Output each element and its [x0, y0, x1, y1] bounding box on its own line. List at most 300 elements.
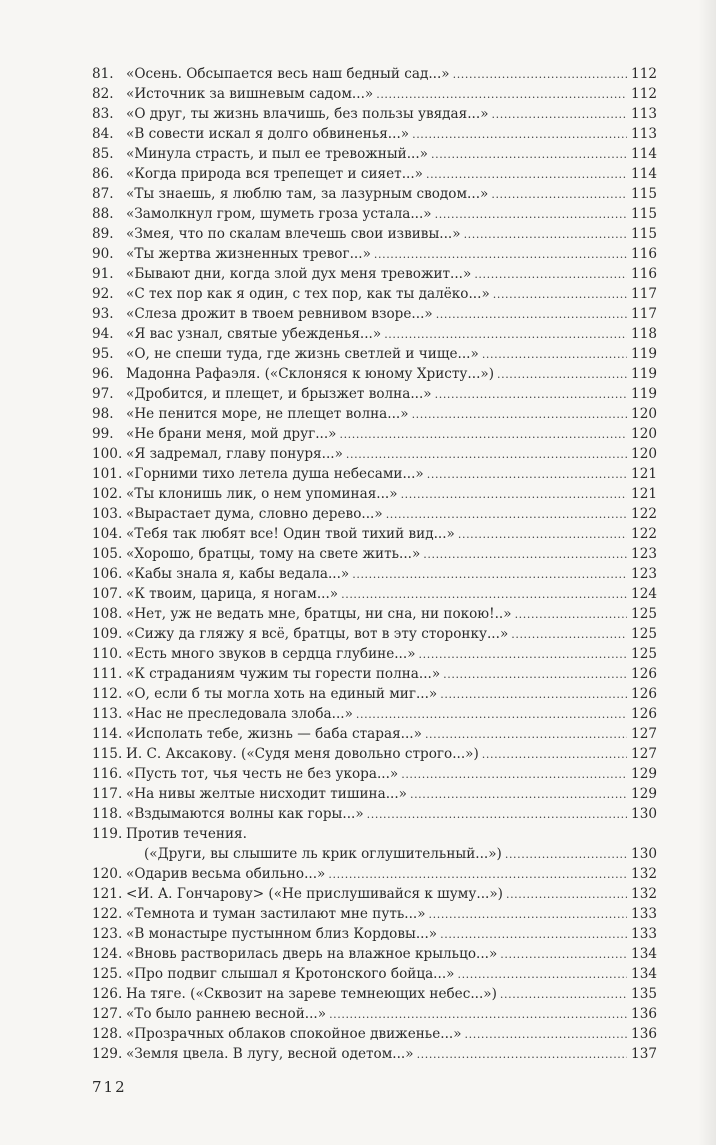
toc-entry	[92, 604, 657, 624]
entry-number: 90.	[92, 246, 114, 262]
entry-body	[126, 464, 657, 485]
entry-body	[126, 324, 657, 345]
entry-page: 116	[631, 266, 657, 282]
entry-body	[126, 284, 657, 305]
entry-body	[126, 344, 657, 365]
entry-page: 117	[631, 286, 657, 302]
toc-entry	[92, 64, 657, 84]
entry-body	[144, 844, 657, 865]
entry-body	[126, 624, 657, 645]
entry-page: 113	[631, 126, 657, 142]
toc-entry	[92, 1004, 657, 1024]
entry-title: «Не брани меня, мой друг...»	[126, 426, 337, 442]
entry-page: 126	[631, 666, 657, 682]
dot-leader	[423, 545, 627, 565]
entry-page: 130	[631, 806, 657, 822]
entry-number: 117.	[92, 786, 123, 802]
dot-leader	[386, 505, 627, 525]
entry-title: «Вырастает дума, словно дерево...»	[126, 506, 383, 522]
entry-title: «То было раннею весной...»	[126, 1006, 327, 1022]
entry-body	[126, 264, 657, 285]
entry-number: 94.	[92, 326, 114, 342]
entry-title: «О друг, ты жизнь влачишь, без пользы увядая...»	[126, 106, 489, 122]
entry-title: «Нет, уж не ведать мне, братцы, ни сна, ни покою!..»	[126, 606, 512, 622]
entry-number: 102.	[92, 486, 123, 502]
entry-title: «Вздымаются волны как горы...»	[126, 806, 364, 822]
entry-page: 127	[631, 746, 657, 762]
entry-number: 95.	[92, 346, 114, 362]
toc-entry	[92, 404, 657, 424]
toc-entry	[92, 764, 657, 784]
entry-body	[126, 944, 657, 965]
entry-page: 115	[631, 206, 657, 222]
entry-page: 134	[631, 946, 657, 962]
toc-entry	[92, 664, 657, 684]
entry-page: 113	[631, 106, 657, 122]
dot-leader	[410, 785, 627, 805]
entry-page: 118	[631, 326, 657, 342]
entry-page: 120	[631, 406, 657, 422]
entry-body	[126, 524, 657, 545]
entry-body	[126, 504, 657, 525]
entry-body	[126, 304, 657, 325]
toc-entry	[92, 964, 657, 984]
entry-page: 112	[631, 66, 657, 82]
entry-page: 134	[631, 966, 657, 982]
toc-entry	[92, 484, 657, 504]
entry-body	[126, 364, 657, 385]
entry-title: «К страданиям чужим ты горести полна...»	[126, 666, 441, 682]
dot-leader	[419, 645, 628, 665]
entry-title: «Не пенится море, не плещет волна...»	[126, 406, 409, 422]
dot-leader	[426, 165, 627, 185]
toc-entry	[92, 304, 657, 324]
dot-leader	[367, 805, 627, 825]
entry-page: 133	[631, 906, 657, 922]
entry-page: 132	[631, 886, 657, 902]
entry-page: 122	[631, 506, 657, 522]
dot-leader	[500, 945, 627, 965]
entry-number: 82.	[92, 86, 114, 102]
entry-body	[126, 224, 657, 245]
entry-number: 93.	[92, 306, 114, 322]
entry-body	[126, 684, 657, 705]
entry-number: 110.	[92, 646, 123, 662]
entry-body	[126, 984, 657, 1005]
entry-number: 113.	[92, 706, 123, 722]
dot-leader	[453, 65, 627, 85]
entry-body	[126, 104, 657, 125]
entry-body	[126, 1004, 657, 1025]
dot-leader	[425, 725, 627, 745]
dot-leader	[491, 185, 627, 205]
dot-leader	[482, 345, 627, 365]
entry-body	[126, 584, 657, 605]
entry-body	[126, 724, 657, 745]
entry-page: 119	[631, 386, 657, 402]
entry-title: «О, не спеши туда, где жизнь светлей и чище...»	[126, 346, 479, 362]
entry-body	[126, 144, 657, 165]
entry-number: 91.	[92, 266, 114, 282]
entry-number: 118.	[92, 806, 123, 822]
entry-title: «На нивы желтые нисходит тишина...»	[126, 786, 407, 802]
entry-number: 115.	[92, 746, 123, 762]
dot-leader	[465, 1025, 628, 1045]
entry-page: 112	[631, 86, 657, 102]
dot-leader	[440, 685, 627, 705]
entry-number: 106.	[92, 566, 123, 582]
page-edge-shadow	[698, 0, 716, 1145]
entry-number: 99.	[92, 426, 114, 442]
entry-title: «С тех пор как я один, с тех пор, как ты далёко...»	[126, 286, 490, 302]
toc-entry	[92, 864, 657, 884]
toc-entry	[92, 944, 657, 964]
entry-title: «Одарив весьма обильно...»	[126, 866, 326, 882]
entry-title: «Хорошо, братцы, тому на свете жить...»	[126, 546, 421, 562]
entry-page: 125	[631, 646, 657, 662]
entry-page: 127	[631, 726, 657, 742]
entry-title: «В монастыре пустынном близ Кордовы...»	[126, 926, 438, 942]
entry-number: 119.	[92, 826, 123, 842]
dot-leader	[384, 325, 627, 345]
toc-entry	[92, 524, 657, 544]
entry-page: 136	[631, 1026, 657, 1042]
entry-number: 105.	[92, 546, 123, 562]
entry-title: «Про подвиг слышал я Кротонского бойца...»	[126, 966, 455, 982]
dot-leader	[457, 965, 627, 985]
entry-page: 119	[631, 366, 657, 382]
dot-leader	[440, 925, 627, 945]
entry-title: «К твоим, царица, я ногам...»	[126, 586, 339, 602]
toc-entry	[92, 584, 657, 604]
entry-page: 130	[631, 846, 657, 862]
entry-body	[126, 644, 657, 665]
toc-entry	[92, 564, 657, 584]
dot-leader	[464, 225, 627, 245]
entry-body	[126, 184, 657, 205]
entry-number: 112.	[92, 686, 123, 702]
entry-title: «Пусть тот, чья честь не без укора...»	[126, 766, 399, 782]
entry-page: 126	[631, 706, 657, 722]
entry-number: 81.	[92, 66, 114, 82]
dot-leader	[435, 385, 627, 405]
toc-entry	[92, 244, 657, 264]
entry-page: 122	[631, 526, 657, 542]
entry-page: 114	[631, 166, 657, 182]
entry-number: 121.	[92, 886, 123, 902]
entry-page: 116	[631, 246, 657, 262]
toc-entry	[92, 824, 657, 844]
dot-leader	[474, 265, 627, 285]
toc-entry	[92, 84, 657, 104]
entry-title: «Я вас узнал, святые убежденья...»	[126, 326, 382, 342]
entry-body	[126, 804, 657, 825]
entry-number: 127.	[92, 1006, 123, 1022]
toc-entry	[92, 884, 657, 904]
entry-number: 96.	[92, 366, 114, 382]
entry-body	[126, 124, 657, 145]
entry-title: «Нас не преследовала злоба...»	[126, 706, 353, 722]
entry-page: 137	[631, 1046, 657, 1062]
table-of-contents	[92, 64, 657, 1064]
dot-leader	[352, 565, 627, 585]
toc-entry	[92, 164, 657, 184]
dot-leader	[412, 405, 627, 425]
toc-entry	[92, 344, 657, 364]
entry-body	[126, 764, 657, 785]
toc-entry	[92, 184, 657, 204]
dot-leader	[429, 905, 628, 925]
entry-number: 116.	[92, 766, 123, 782]
entry-title: Против течения.	[126, 826, 247, 842]
entry-title: «Слеза дрожит в твоем ревнивом взоре...»	[126, 306, 433, 322]
entry-title: «Тебя так любят все! Один твой тихий вид...»	[126, 526, 455, 542]
dot-leader	[443, 665, 627, 685]
entry-title: «Есть много звуков в сердца глубине...»	[126, 646, 416, 662]
entry-page: 120	[631, 446, 657, 462]
entry-body	[126, 604, 657, 625]
entry-page: 115	[631, 186, 657, 202]
entry-page: 124	[631, 586, 657, 602]
dot-leader	[500, 985, 627, 1005]
entry-number: 85.	[92, 146, 114, 162]
entry-title: «Исполать тебе, жизнь — баба старая...»	[126, 726, 422, 742]
toc-entry	[92, 424, 657, 444]
toc-entry	[92, 504, 657, 524]
toc-entry	[92, 364, 657, 384]
entry-page: 123	[631, 546, 657, 562]
toc-entry	[92, 644, 657, 664]
dot-leader	[431, 145, 627, 165]
entry-page: 123	[631, 566, 657, 582]
toc-entry	[92, 684, 657, 704]
dot-leader	[492, 105, 628, 125]
entry-page: 120	[631, 426, 657, 442]
entry-body	[126, 924, 657, 945]
entry-page: 125	[631, 606, 657, 622]
entry-body	[126, 964, 657, 985]
dot-leader	[328, 865, 627, 885]
entry-number: 92.	[92, 286, 114, 302]
entry-number: 114.	[92, 726, 123, 742]
dot-leader	[356, 705, 627, 725]
dot-leader	[339, 425, 627, 445]
toc-entry	[92, 744, 657, 764]
entry-number: 98.	[92, 406, 114, 422]
entry-title: «Прозрачных облаков спокойное движенье...»	[126, 1026, 462, 1042]
toc-entry	[92, 784, 657, 804]
dot-leader	[374, 245, 627, 265]
entry-number: 107.	[92, 586, 123, 602]
entry-title: «О, если б ты могла хоть на единый миг...»	[126, 686, 438, 702]
dot-leader	[427, 465, 627, 485]
entry-title: «Ты знаешь, я люблю там, за лазурным сводом...»	[126, 186, 489, 202]
entry-number: 123.	[92, 926, 123, 942]
dot-leader	[346, 445, 627, 465]
entry-title: «Минула страсть, и пыл ее тревожный...»	[126, 146, 428, 162]
entry-page: 125	[631, 626, 657, 642]
entry-number: 129.	[92, 1046, 123, 1062]
entry-number: 124.	[92, 946, 123, 962]
toc-entry	[92, 984, 657, 1004]
entry-page: 114	[631, 146, 657, 162]
entry-title: «Я задремал, главу понуря...»	[126, 446, 343, 462]
toc-entry	[92, 104, 657, 124]
entry-number: 83.	[92, 106, 114, 122]
entry-title: «Темнота и туман застилают мне путь...»	[126, 906, 426, 922]
dot-leader	[506, 885, 627, 905]
toc-entry	[92, 284, 657, 304]
entry-page: 119	[631, 346, 657, 362]
toc-entry	[92, 124, 657, 144]
entry-page: 121	[631, 486, 657, 502]
toc-entry	[92, 324, 657, 344]
entry-title: «Ты жертва жизненных тревог...»	[126, 246, 371, 262]
entry-title: «Земля цвела. В лугу, весной одетом...»	[126, 1046, 414, 1062]
entry-body	[126, 904, 657, 925]
entry-number: 126.	[92, 986, 123, 1002]
entry-body	[126, 744, 657, 765]
entry-page: 129	[631, 766, 657, 782]
entry-number: 120.	[92, 866, 123, 882]
entry-number: 84.	[92, 126, 114, 142]
entry-body	[126, 864, 657, 885]
entry-title: «Источник за вишневым садом...»	[126, 86, 374, 102]
entry-title: («Други, вы слышите ль крик оглушительный...»)	[144, 846, 502, 862]
entry-body	[126, 544, 657, 565]
dot-leader	[401, 765, 627, 785]
dot-leader	[458, 525, 627, 545]
entry-body	[126, 1044, 657, 1065]
dot-leader	[515, 605, 627, 625]
entry-number: 101.	[92, 466, 123, 482]
toc-entry	[92, 924, 657, 944]
entry-body	[126, 244, 657, 265]
entry-body	[126, 484, 657, 505]
entry-title: «Ты клонишь лик, о нем упоминая...»	[126, 486, 398, 502]
dot-leader	[497, 365, 627, 385]
dot-leader	[401, 485, 627, 505]
entry-title: «Змея, что по скалам влечешь свои извивы...»	[126, 226, 461, 242]
entry-body	[126, 884, 657, 905]
entry-title: <И. А. Гончарову> («Не прислушивайся к шуму...»)	[126, 886, 503, 902]
entry-number: 111.	[92, 666, 123, 682]
toc-entry	[92, 724, 657, 744]
entry-body	[126, 444, 657, 465]
toc-entry	[92, 224, 657, 244]
toc-entry	[92, 264, 657, 284]
entry-page: 136	[631, 1006, 657, 1022]
entry-title: И. С. Аксакову. («Судя меня довольно строго...»)	[126, 746, 479, 762]
toc-entry	[92, 384, 657, 404]
entry-page: 135	[631, 986, 657, 1002]
page-number: 712	[92, 1078, 127, 1096]
entry-number: 86.	[92, 166, 114, 182]
toc-entry	[92, 444, 657, 464]
entry-title: «Когда природа вся трепещет и сияет...»	[126, 166, 423, 182]
entry-number: 103.	[92, 506, 123, 522]
entry-body	[126, 704, 657, 725]
entry-page: 121	[631, 466, 657, 482]
dot-leader	[376, 85, 627, 105]
entry-body	[126, 564, 657, 585]
entry-body	[126, 384, 657, 405]
dot-leader	[341, 585, 627, 605]
entry-title: «В совести искал я долго обвиненья...»	[126, 126, 410, 142]
toc-entry	[92, 904, 657, 924]
dot-leader	[435, 205, 627, 225]
entry-body	[126, 84, 657, 105]
entry-number: 109.	[92, 626, 123, 642]
toc-entry	[92, 544, 657, 564]
entry-page: 126	[631, 686, 657, 702]
entry-body	[126, 164, 657, 185]
entry-body	[126, 424, 657, 445]
entry-number: 87.	[92, 186, 114, 202]
entry-title: «Вновь растворилась дверь на влажное крыльцо...»	[126, 946, 498, 962]
entry-number: 89.	[92, 226, 114, 242]
entry-body	[126, 664, 657, 685]
dot-leader	[412, 125, 627, 145]
entry-number: 97.	[92, 386, 114, 402]
entry-number: 108.	[92, 606, 123, 622]
dot-leader	[482, 745, 627, 765]
entry-title: «Осень. Обсыпается весь наш бедный сад...»	[126, 66, 450, 82]
toc-entry	[92, 844, 657, 864]
entry-number: 100.	[92, 446, 123, 462]
toc-entry	[92, 144, 657, 164]
dot-leader	[329, 1005, 627, 1025]
entry-page: 115	[631, 226, 657, 242]
dot-leader	[505, 845, 627, 865]
entry-title: «Сижу да гляжу я всё, братцы, вот в эту сторонку...»	[126, 626, 509, 642]
dot-leader	[417, 1045, 627, 1065]
entry-title: «Замолкнул гром, шуметь гроза устала...»	[126, 206, 432, 222]
entry-body	[126, 404, 657, 425]
toc-entry	[92, 1024, 657, 1044]
entry-number: 125.	[92, 966, 123, 982]
entry-title: «Бывают дни, когда злой дух меня тревожит...»	[126, 266, 472, 282]
toc-entry	[92, 624, 657, 644]
dot-leader	[511, 625, 627, 645]
entry-body	[126, 64, 657, 85]
dot-leader	[493, 285, 627, 305]
entry-number: 104.	[92, 526, 123, 542]
entry-number: 122.	[92, 906, 123, 922]
dot-leader	[436, 305, 627, 325]
toc-entry	[92, 1044, 657, 1064]
entry-page: 133	[631, 926, 657, 942]
entry-body	[126, 204, 657, 225]
entry-title: «Горними тихо летела душа небесами...»	[126, 466, 424, 482]
entry-title: Мадонна Рафаэля. («Склоняся к юному Христу...»)	[126, 366, 495, 382]
entry-title: «Дробится, и плещет, и брызжет волна...»	[126, 386, 432, 402]
entry-title: «Кабы знала я, кабы ведала...»	[126, 566, 350, 582]
toc-entry	[92, 704, 657, 724]
entry-page: 132	[631, 866, 657, 882]
entry-body	[126, 824, 657, 844]
entry-title: На тяге. («Сквозит на зареве темнеющих небес...»)	[126, 986, 497, 1002]
entry-number: 88.	[92, 206, 114, 222]
entry-number: 128.	[92, 1026, 123, 1042]
toc-entry	[92, 204, 657, 224]
entry-body	[126, 784, 657, 805]
toc-entry	[92, 804, 657, 824]
entry-body	[126, 1024, 657, 1045]
entry-page: 117	[631, 306, 657, 322]
entry-page: 129	[631, 786, 657, 802]
toc-entry	[92, 464, 657, 484]
